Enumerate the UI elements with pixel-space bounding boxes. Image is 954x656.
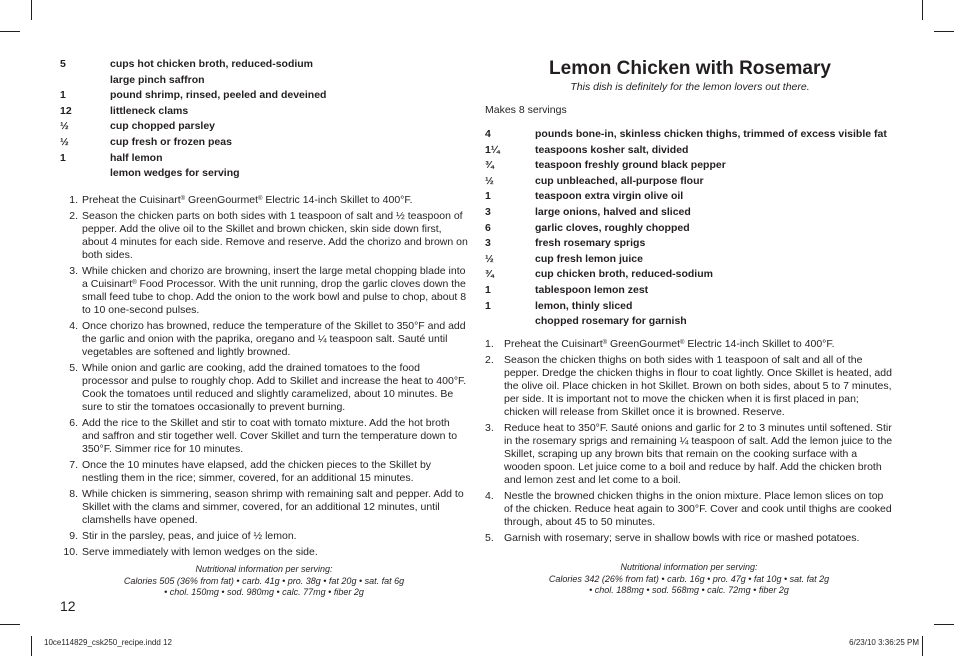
registered-mark: ® <box>132 279 137 286</box>
ingredient-desc: lemon wedges for serving <box>110 167 240 180</box>
step-item <box>485 338 895 351</box>
step-text: Once chorizo has browned, reduce the temperature of the Skillet to 350°F and add the garlic and onion with the paprika, oregano and ¼ teaspoon salt. Sauté until vegetables are softened and lightly browned. <box>82 319 466 358</box>
ingredient-row <box>485 144 895 160</box>
crop-mark <box>0 624 20 625</box>
ingredient-qty: 12 <box>60 104 72 117</box>
crop-mark <box>922 0 923 20</box>
ingredient-qty: ½ <box>485 174 494 187</box>
step-number: 5. <box>69 361 78 374</box>
ingredient-desc: teaspoons kosher salt, divided <box>535 143 689 156</box>
ingredient-desc: pound shrimp, rinsed, peeled and deveined <box>110 89 327 102</box>
timestamp-slug: 6/23/10 3:36:25 PM <box>849 638 919 647</box>
ingredient-desc: large pinch saffron <box>110 73 205 86</box>
crop-mark <box>0 31 20 32</box>
step-text: Garnish with rosemary; serve in shallow bowls with rice or mashed potatoes. <box>504 531 860 544</box>
crop-mark <box>31 0 32 20</box>
step-number: 3. <box>69 264 78 277</box>
step-text: Nestle the browned chicken thighs in the onion mixture. Place lemon slices on top of the chicken. Reduce heat again to 300°F. Cover and cook until thighs are cooked through, about 45 to 50 minutes. <box>504 489 892 528</box>
nutrition-heading: Nutritional information per serving: <box>620 562 758 572</box>
step-text: Serve immediately with lemon wedges on the side. <box>82 545 318 558</box>
step-item <box>60 362 468 414</box>
ingredient-qty <box>60 74 110 90</box>
step-text: Season the chicken parts on both sides with 1 teaspoon of salt and ½ teaspoon of pepper. Add the olive oil to the Skillet and brown chicken, skin side down first, about 4 minutes for each side. Remove and reserve. Add the chorizo and brown on both sides. <box>82 209 468 261</box>
ingredient-desc: fresh rosemary sprigs <box>535 237 646 250</box>
ingredient-desc: large onions, halved and sliced <box>535 205 691 218</box>
ingredient-qty: 6 <box>485 221 491 234</box>
left-nutrition-info <box>60 564 468 599</box>
ingredient-desc: cup fresh lemon juice <box>535 252 643 265</box>
ingredient-desc: half lemon <box>110 151 163 164</box>
ingredient-row <box>485 128 895 144</box>
ingredient-row <box>485 190 895 206</box>
step-item <box>60 194 468 207</box>
ingredient-desc: garlic cloves, roughly chopped <box>535 221 690 234</box>
step-item <box>60 320 468 359</box>
ingredient-row <box>485 222 895 238</box>
ingredient-desc: cup chopped parsley <box>110 120 216 133</box>
registered-mark: ® <box>180 195 186 202</box>
ingredient-qty: 1 <box>60 151 66 164</box>
ingredient-row <box>60 120 468 136</box>
registered-mark: ® <box>258 195 263 202</box>
step-item <box>485 490 895 529</box>
ingredient-qty: 1 <box>485 283 491 296</box>
crop-mark <box>922 636 923 656</box>
step-text: Reduce heat to 350°F. Sauté onions and garlic for 2 to 3 minutes until softened. Stir in the rosemary sprigs and remaining ¼ teaspoon of salt. Add the lemon juice to the Skillet, scraping up any brown bits that remain on the cooking surface with a wooden spoon. Let juice come to a boil and reduce by half. Add the chicken broth and lemon zest and let come to a boil. <box>504 421 893 486</box>
step-number: 5. <box>485 531 494 544</box>
ingredient-desc: pounds bone-in, skinless chicken thighs, trimmed of excess visible fat <box>535 128 887 140</box>
ingredient-row <box>60 89 468 105</box>
ingredient-row <box>60 105 468 121</box>
left-page-column <box>60 58 468 562</box>
step-item <box>60 488 468 527</box>
ingredient-row <box>60 58 468 74</box>
registered-mark: ® <box>602 339 608 346</box>
step-number: 2. <box>485 353 494 366</box>
step-item <box>485 422 895 487</box>
right-ingredient-list <box>485 128 895 331</box>
ingredient-qty <box>485 315 535 331</box>
step-number: 4. <box>485 489 494 502</box>
ingredient-desc: cups hot chicken broth, reduced-sodium <box>110 58 314 70</box>
left-steps-list <box>60 194 468 559</box>
ingredient-row <box>485 159 895 175</box>
ingredient-row <box>485 206 895 222</box>
ingredient-qty: ½ <box>60 120 69 133</box>
step-number: 2. <box>69 209 78 222</box>
crop-mark <box>934 624 954 625</box>
crop-mark <box>31 636 32 656</box>
step-text: While chicken is simmering, season shrimp with remaining salt and pepper. Add to Skillet with the clams and simmer, covered, for an additional 12 minutes, until clamshells have opened. <box>82 487 464 526</box>
step-number: 6. <box>69 416 78 429</box>
ingredient-desc: tablespoon lemon zest <box>535 283 649 296</box>
right-steps-list <box>485 338 895 545</box>
ingredient-qty: 4 <box>485 128 491 140</box>
ingredient-row <box>60 167 468 183</box>
ingredient-qty: 1¼ <box>485 143 500 156</box>
ingredient-row <box>60 136 468 152</box>
step-item <box>60 546 468 559</box>
ingredient-row <box>485 175 895 191</box>
ingredient-row <box>60 152 468 168</box>
step-number: 4. <box>69 319 78 332</box>
ingredient-desc: teaspoon freshly ground black pepper <box>535 159 726 172</box>
page-number: 12 <box>60 598 76 614</box>
ingredient-row <box>485 268 895 284</box>
ingredient-qty: 1 <box>485 190 491 203</box>
servings-note: Makes 8 servings <box>485 104 567 116</box>
step-item <box>60 265 468 317</box>
registered-mark: ® <box>680 339 685 346</box>
left-ingredient-list <box>60 58 468 183</box>
ingredient-desc: lemon, thinly sliced <box>535 299 633 312</box>
nutrition-line: Calories 342 (26% from fat) • carb. 16g • pro. 47g • fat 10g • sat. fat 2g <box>548 573 830 584</box>
step-item <box>60 459 468 485</box>
step-number: 1. <box>485 337 494 350</box>
ingredient-row <box>485 300 895 316</box>
step-text: Preheat the Cuisinart® GreenGourmet® Electric 14-inch Skillet to 400°F. <box>504 337 835 350</box>
ingredient-desc: cup chicken broth, reduced-sodium <box>535 268 713 281</box>
crop-mark <box>934 31 954 32</box>
step-number: 7. <box>69 458 78 471</box>
ingredient-qty: 3 <box>485 237 491 250</box>
step-text: Add the rice to the Skillet and stir to coat with tomato mixture. Add the hot broth and saffron and stir together well. Cover Skillet and turn the temperature down to 350°F. Simmer rice for 10 minutes. <box>82 416 458 455</box>
step-item <box>485 354 895 419</box>
step-number: 8. <box>69 487 78 500</box>
recipe-title: Lemon Chicken with Rosemary <box>549 58 831 79</box>
right-nutrition-info <box>485 562 893 597</box>
step-number: 3. <box>485 421 494 434</box>
ingredient-row <box>485 315 895 331</box>
ingredient-qty: ¾ <box>485 268 494 281</box>
ingredient-row <box>485 253 895 269</box>
ingredient-desc: chopped rosemary for garnish <box>535 315 687 328</box>
ingredient-qty: ½ <box>485 252 494 265</box>
ingredient-row <box>485 237 895 253</box>
step-item <box>485 532 895 545</box>
ingredient-qty: 3 <box>485 205 491 218</box>
ingredient-desc: littleneck clams <box>110 104 189 117</box>
step-item <box>60 530 468 543</box>
step-number: 10. <box>63 545 78 558</box>
ingredient-qty <box>60 167 110 183</box>
step-text: Season the chicken thighs on both sides with 1 teaspoon of salt and all of the pepper. Dredge the chicken thighs in flour to coat lightly. Once Skillet is heated, add the olive oil. Place chicken in hot Skillet. Brown on both sides, about 5 to 7 minutes, per side. It is important not to move the chicken when it is first placed in pan; chicken will release from Skillet once it is browned. Reserve. <box>504 353 892 418</box>
ingredient-qty: 1 <box>60 89 66 102</box>
ingredient-desc: cup fresh or frozen peas <box>110 135 232 148</box>
ingredient-qty: ½ <box>60 135 69 148</box>
step-item <box>60 210 468 262</box>
step-text: Stir in the parsley, peas, and juice of ½ lemon. <box>82 529 297 542</box>
step-number: 9. <box>69 529 78 542</box>
ingredient-row <box>485 284 895 300</box>
ingredient-qty: ¾ <box>485 159 494 172</box>
ingredient-desc: cup unbleached, all-purpose flour <box>535 174 704 187</box>
recipe-subtitle: This dish is definitely for the lemon lovers out there. <box>570 81 810 93</box>
step-number: 1. <box>69 193 78 206</box>
ingredient-desc: teaspoon extra virgin olive oil <box>535 190 684 203</box>
right-page-column <box>485 58 895 548</box>
nutrition-line: • chol. 150mg • sod. 980mg • calc. 77mg • fiber 2g <box>164 587 364 597</box>
step-text: While chicken and chorizo are browning, insert the large metal chopping blade into a Cuisinart® Food Processor. With the unit running, drop the garlic cloves down the small feed tube to chop. Add the onion to the work bowl and pulse to chop, about 8 to 10 one-second pulses. <box>82 264 467 316</box>
step-text: Preheat the Cuisinart® GreenGourmet® Electric 14-inch Skillet to 400°F. <box>82 193 413 206</box>
step-text: Once the 10 minutes have elapsed, add the chicken pieces to the Skillet by nestling them in the rice; simmer, covered, for an additional 15 minutes. <box>82 458 432 484</box>
ingredient-qty: 1 <box>485 299 491 312</box>
step-item <box>60 417 468 456</box>
ingredient-qty: 5 <box>60 58 66 70</box>
nutrition-heading: Nutritional information per serving: <box>195 564 333 574</box>
nutrition-line: • chol. 188mg • sod. 568mg • calc. 72mg • fiber 2g <box>589 585 789 595</box>
file-slug: 10ce114829_csk250_recipe.indd 12 <box>44 638 172 647</box>
nutrition-line: Calories 505 (36% from fat) • carb. 41g • pro. 38g • fat 20g • sat. fat 6g <box>123 575 405 586</box>
step-text: While onion and garlic are cooking, add the drained tomatoes to the food processor and pulse to roughly chop. Add to Skillet and increase the heat to 400°F. Cook the tomatoes until reduced and slightly caramelized, about 10 minutes. Be sure to stir the tomatoes occasionally to prevent burning. <box>82 361 467 413</box>
ingredient-row <box>60 74 468 90</box>
